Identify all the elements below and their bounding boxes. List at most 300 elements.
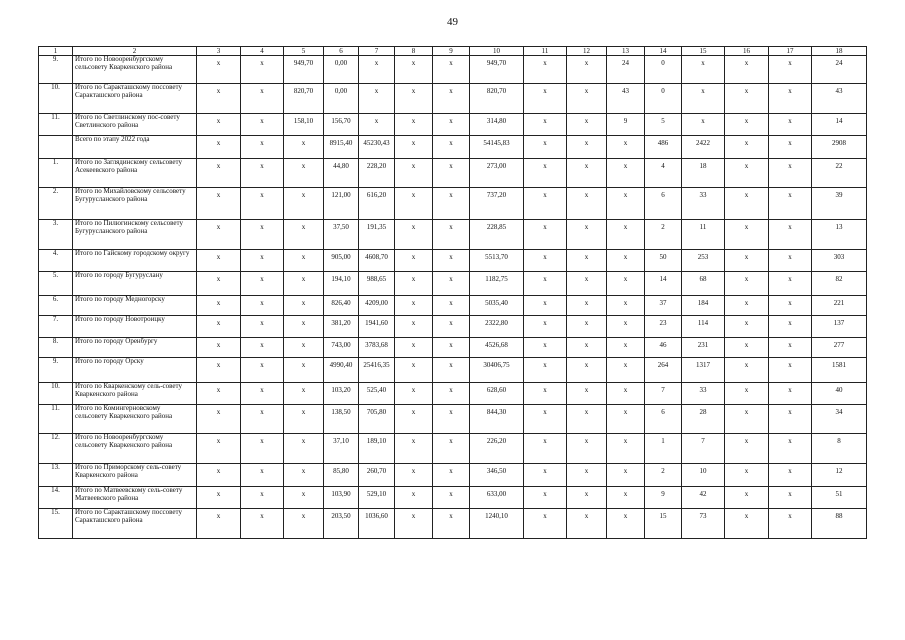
value-cell: 4209,00 [359, 296, 395, 316]
value-cell: x [197, 509, 241, 539]
value-cell: 260,70 [359, 464, 395, 487]
value-cell: x [769, 383, 812, 405]
value-cell: 30406,75 [470, 358, 524, 383]
table-row [39, 383, 867, 405]
value-cell: x [284, 434, 324, 464]
value-cell: x [725, 383, 769, 405]
value-cell: 0,00 [324, 56, 359, 84]
table-row [39, 114, 867, 136]
value-cell: 14 [645, 272, 682, 296]
column-header: 3 [197, 47, 241, 56]
value-cell: 121,00 [324, 188, 359, 220]
value-cell: x [725, 509, 769, 539]
value-cell: 303 [812, 250, 867, 272]
value-cell: x [395, 464, 433, 487]
column-header: 16 [725, 47, 769, 56]
value-cell: x [433, 272, 470, 296]
value-cell: 253 [682, 250, 725, 272]
value-cell: x [241, 272, 284, 296]
value-cell: 1317 [682, 358, 725, 383]
value-cell: x [769, 250, 812, 272]
value-cell: x [524, 316, 567, 338]
value-cell: x [433, 338, 470, 358]
value-cell: 4608,70 [359, 250, 395, 272]
value-cell: x [241, 56, 284, 84]
value-cell: x [197, 434, 241, 464]
column-header: 7 [359, 47, 395, 56]
value-cell: x [395, 272, 433, 296]
value-cell: 37,10 [324, 434, 359, 464]
value-cell: 705,80 [359, 405, 395, 434]
value-cell: 6 [645, 188, 682, 220]
value-cell: x [241, 338, 284, 358]
value-cell: x [725, 464, 769, 487]
value-cell: x [433, 405, 470, 434]
value-cell: x [433, 358, 470, 383]
table-row [39, 136, 867, 159]
value-cell: x [241, 159, 284, 188]
value-cell: x [284, 250, 324, 272]
value-cell: 4 [645, 159, 682, 188]
table-row [39, 220, 867, 250]
value-cell: 114 [682, 316, 725, 338]
value-cell: 137 [812, 316, 867, 338]
value-cell: x [433, 84, 470, 114]
value-cell: 2322,80 [470, 316, 524, 338]
value-cell: x [524, 114, 567, 136]
value-cell: x [433, 509, 470, 539]
value-cell: x [241, 136, 284, 159]
table-row [39, 56, 867, 84]
value-cell: x [725, 114, 769, 136]
value-cell: 616,20 [359, 188, 395, 220]
value-cell: x [607, 487, 645, 509]
value-cell: x [607, 220, 645, 250]
column-header: 18 [812, 47, 867, 56]
value-cell: x [567, 250, 607, 272]
value-cell: 23 [645, 316, 682, 338]
row-number-cell: 10. [39, 383, 73, 405]
value-cell: x [433, 188, 470, 220]
value-cell: 10 [682, 464, 725, 487]
value-cell: x [524, 84, 567, 114]
row-name-cell: Итого по Новооренбургскому сельсовету Кваркенского района [73, 56, 197, 84]
value-cell: 25416,35 [359, 358, 395, 383]
value-cell: 73 [682, 509, 725, 539]
value-cell: 68 [682, 272, 725, 296]
value-cell: x [197, 464, 241, 487]
table-row [39, 188, 867, 220]
value-cell: x [433, 296, 470, 316]
value-cell: 8 [812, 434, 867, 464]
value-cell: x [607, 358, 645, 383]
value-cell: x [524, 434, 567, 464]
value-cell: x [284, 188, 324, 220]
column-header: 6 [324, 47, 359, 56]
row-name-cell: Итого по Саракташскому поссовету Саракташского района [73, 509, 197, 539]
column-header: 8 [395, 47, 433, 56]
value-cell: 22 [812, 159, 867, 188]
value-cell: 13 [812, 220, 867, 250]
column-header: 12 [567, 47, 607, 56]
value-cell: x [395, 250, 433, 272]
value-cell: 277 [812, 338, 867, 358]
row-number-cell: 8. [39, 338, 73, 358]
value-cell: x [395, 434, 433, 464]
value-cell: x [725, 56, 769, 84]
row-name-cell: Итого по городу Орску [73, 358, 197, 383]
value-cell: 50 [645, 250, 682, 272]
row-name-cell: Всего по этапу 2022 года [73, 136, 197, 159]
value-cell: x [769, 136, 812, 159]
value-cell: 905,00 [324, 250, 359, 272]
value-cell: x [433, 383, 470, 405]
value-cell: x [769, 114, 812, 136]
value-cell: x [567, 136, 607, 159]
value-cell: x [607, 509, 645, 539]
row-number-cell: 2. [39, 188, 73, 220]
value-cell: x [524, 56, 567, 84]
value-cell: x [607, 159, 645, 188]
value-cell: x [395, 316, 433, 338]
column-header: 15 [682, 47, 725, 56]
value-cell: x [524, 159, 567, 188]
row-name-cell: Итого по городу Новотроицку [73, 316, 197, 338]
value-cell: x [725, 296, 769, 316]
value-cell: 18 [682, 159, 725, 188]
value-cell: x [284, 383, 324, 405]
value-cell: x [769, 272, 812, 296]
value-cell: 0 [645, 84, 682, 114]
value-cell: 9 [607, 114, 645, 136]
value-cell: x [682, 114, 725, 136]
value-cell: 45230,43 [359, 136, 395, 159]
value-cell: x [524, 272, 567, 296]
row-number-cell: 11. [39, 405, 73, 434]
value-cell: x [567, 220, 607, 250]
value-cell: x [769, 56, 812, 84]
value-cell: x [241, 509, 284, 539]
value-cell: x [284, 159, 324, 188]
row-number-cell [39, 136, 73, 159]
value-cell: 88 [812, 509, 867, 539]
value-cell: x [524, 136, 567, 159]
value-cell: x [284, 487, 324, 509]
value-cell: 24 [607, 56, 645, 84]
value-cell: x [197, 296, 241, 316]
value-cell: x [567, 405, 607, 434]
value-cell: 5 [645, 114, 682, 136]
value-cell: x [524, 338, 567, 358]
value-cell: x [284, 220, 324, 250]
value-cell: x [524, 487, 567, 509]
value-cell: x [433, 159, 470, 188]
value-cell: x [725, 220, 769, 250]
value-cell: 7 [645, 383, 682, 405]
column-header: 5 [284, 47, 324, 56]
value-cell: x [607, 464, 645, 487]
value-cell: x [567, 56, 607, 84]
value-cell: x [433, 434, 470, 464]
value-cell: x [197, 383, 241, 405]
row-name-cell: Итого по городу Медногорску [73, 296, 197, 316]
value-cell: x [725, 338, 769, 358]
value-cell: 191,35 [359, 220, 395, 250]
value-cell: x [433, 487, 470, 509]
table-row [39, 338, 867, 358]
value-cell: x [241, 383, 284, 405]
value-cell: 43 [607, 84, 645, 114]
value-cell: x [241, 434, 284, 464]
value-cell: 525,40 [359, 383, 395, 405]
value-cell: x [725, 316, 769, 338]
column-header: 4 [241, 47, 284, 56]
column-header: 9 [433, 47, 470, 56]
row-number-cell: 7. [39, 316, 73, 338]
value-cell: 0,00 [324, 84, 359, 114]
value-cell: x [607, 136, 645, 159]
value-cell: 2 [645, 464, 682, 487]
value-cell: x [524, 464, 567, 487]
value-cell: x [769, 188, 812, 220]
value-cell: x [769, 464, 812, 487]
value-cell: x [769, 220, 812, 250]
value-cell: 6 [645, 405, 682, 434]
value-cell: 138,50 [324, 405, 359, 434]
value-cell: x [241, 220, 284, 250]
value-cell: x [433, 56, 470, 84]
table-row [39, 316, 867, 338]
value-cell: x [284, 405, 324, 434]
value-cell: x [197, 220, 241, 250]
table-row [39, 434, 867, 464]
value-cell: 1581 [812, 358, 867, 383]
value-cell: x [241, 405, 284, 434]
value-cell: x [607, 383, 645, 405]
value-cell: x [197, 316, 241, 338]
value-cell: x [567, 383, 607, 405]
value-cell: 1182,75 [470, 272, 524, 296]
value-cell: x [284, 136, 324, 159]
value-cell: 37,50 [324, 220, 359, 250]
row-number-cell: 9. [39, 56, 73, 84]
row-number-cell: 10. [39, 84, 73, 114]
value-cell: x [725, 405, 769, 434]
value-cell: 226,20 [470, 434, 524, 464]
value-cell: x [725, 434, 769, 464]
value-cell: 2422 [682, 136, 725, 159]
value-cell: 2908 [812, 136, 867, 159]
value-cell: x [284, 464, 324, 487]
value-cell: x [395, 296, 433, 316]
value-cell: x [524, 188, 567, 220]
value-cell: 203,50 [324, 509, 359, 539]
value-cell: x [197, 114, 241, 136]
value-cell: x [241, 358, 284, 383]
page-number: 49 [447, 16, 458, 28]
value-cell: 743,00 [324, 338, 359, 358]
table-row [39, 296, 867, 316]
value-cell: 43 [812, 84, 867, 114]
value-cell: 4990,40 [324, 358, 359, 383]
value-cell: 51 [812, 487, 867, 509]
value-cell: 33 [682, 188, 725, 220]
table-row [39, 159, 867, 188]
value-cell: x [567, 338, 607, 358]
column-header: 17 [769, 47, 812, 56]
row-name-cell: Итого по городу Бугуруслану [73, 272, 197, 296]
value-cell: x [197, 272, 241, 296]
column-header: 1 [39, 47, 73, 56]
value-cell: x [607, 296, 645, 316]
value-cell: 221 [812, 296, 867, 316]
value-cell: x [197, 338, 241, 358]
row-number-cell: 5. [39, 272, 73, 296]
row-name-cell: Итого по городу Оренбургу [73, 338, 197, 358]
value-cell: 2 [645, 220, 682, 250]
value-cell: x [607, 188, 645, 220]
value-cell: 7 [682, 434, 725, 464]
value-cell: x [567, 464, 607, 487]
table-row [39, 358, 867, 383]
value-cell: x [395, 509, 433, 539]
value-cell: x [567, 159, 607, 188]
table-row [39, 84, 867, 114]
value-cell: x [769, 358, 812, 383]
value-cell: x [395, 188, 433, 220]
value-cell: x [607, 316, 645, 338]
row-name-cell: Итого по Приморскому сель-совету Кваркенского района [73, 464, 197, 487]
value-cell: 737,20 [470, 188, 524, 220]
value-cell: 633,00 [470, 487, 524, 509]
row-number-cell: 12. [39, 434, 73, 464]
value-cell: 33 [682, 383, 725, 405]
row-name-cell: Итого по Пилюгинскому сельсовету Бугурусланского района [73, 220, 197, 250]
value-cell: x [197, 405, 241, 434]
value-cell: x [607, 405, 645, 434]
value-cell: x [284, 272, 324, 296]
value-cell: x [197, 250, 241, 272]
value-cell: 820,70 [284, 84, 324, 114]
value-cell: x [197, 159, 241, 188]
value-cell: x [524, 383, 567, 405]
value-cell: x [725, 272, 769, 296]
value-cell: x [395, 136, 433, 159]
value-cell: x [567, 272, 607, 296]
value-cell: x [433, 316, 470, 338]
value-cell: 24 [812, 56, 867, 84]
row-name-cell: Итого по Заглядинскому сельсовету Асекеевского района [73, 159, 197, 188]
value-cell: 158,10 [284, 114, 324, 136]
table-body [39, 56, 867, 539]
value-cell: x [524, 405, 567, 434]
value-cell: x [395, 114, 433, 136]
value-cell: x [359, 114, 395, 136]
row-number-cell: 4. [39, 250, 73, 272]
value-cell: 15 [645, 509, 682, 539]
value-cell: x [524, 250, 567, 272]
value-cell: x [241, 250, 284, 272]
table-row [39, 250, 867, 272]
value-cell: 231 [682, 338, 725, 358]
value-cell: x [725, 487, 769, 509]
value-cell: x [567, 434, 607, 464]
value-cell: x [395, 338, 433, 358]
value-cell: 826,40 [324, 296, 359, 316]
value-cell: 28 [682, 405, 725, 434]
value-cell: x [769, 509, 812, 539]
value-cell: 103,20 [324, 383, 359, 405]
value-cell: x [284, 509, 324, 539]
row-number-cell: 13. [39, 464, 73, 487]
table-row [39, 487, 867, 509]
value-cell: x [769, 434, 812, 464]
row-number-cell: 11. [39, 114, 73, 136]
value-cell: 8915,40 [324, 136, 359, 159]
value-cell: 1240,10 [470, 509, 524, 539]
value-cell: 988,65 [359, 272, 395, 296]
value-cell: 346,50 [470, 464, 524, 487]
value-cell: x [567, 316, 607, 338]
value-cell: 5035,40 [470, 296, 524, 316]
value-cell: x [359, 56, 395, 84]
value-cell: x [567, 509, 607, 539]
value-cell: x [197, 56, 241, 84]
value-cell: x [197, 487, 241, 509]
value-cell: x [524, 509, 567, 539]
value-cell: x [769, 316, 812, 338]
value-cell: 228,85 [470, 220, 524, 250]
value-cell: 9 [645, 487, 682, 509]
value-cell: 54145,83 [470, 136, 524, 159]
table-row [39, 272, 867, 296]
row-number-cell: 1. [39, 159, 73, 188]
value-cell: x [284, 338, 324, 358]
value-cell: x [524, 220, 567, 250]
value-cell: 628,60 [470, 383, 524, 405]
value-cell: 381,20 [324, 316, 359, 338]
value-cell: 273,00 [470, 159, 524, 188]
value-cell: 1 [645, 434, 682, 464]
column-header: 11 [524, 47, 567, 56]
value-cell: 228,20 [359, 159, 395, 188]
value-cell: x [567, 487, 607, 509]
value-cell: x [725, 84, 769, 114]
value-cell: 37 [645, 296, 682, 316]
value-cell: 85,80 [324, 464, 359, 487]
value-cell: x [607, 250, 645, 272]
value-cell: 0 [645, 56, 682, 84]
value-cell: 39 [812, 188, 867, 220]
row-name-cell: Итого по Саракташскому поссовету Саракташского района [73, 84, 197, 114]
value-cell: x [241, 316, 284, 338]
value-cell: 264 [645, 358, 682, 383]
value-cell: 14 [812, 114, 867, 136]
value-cell: x [567, 358, 607, 383]
value-cell: x [241, 84, 284, 114]
row-name-cell: Итого по Гайскому городскому округу [73, 250, 197, 272]
header-row [39, 47, 867, 56]
column-header: 13 [607, 47, 645, 56]
value-cell: 5513,70 [470, 250, 524, 272]
value-cell: x [769, 159, 812, 188]
value-cell: x [725, 250, 769, 272]
value-cell: x [607, 338, 645, 358]
value-cell: x [725, 159, 769, 188]
value-cell: x [567, 114, 607, 136]
value-cell: x [769, 84, 812, 114]
value-cell: 529,10 [359, 487, 395, 509]
